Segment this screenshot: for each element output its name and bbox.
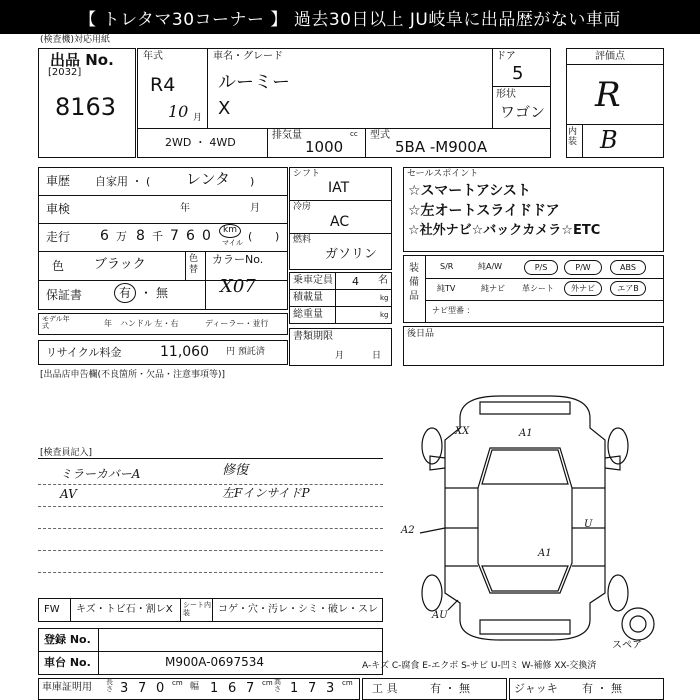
damage-mark-xx: XX — [455, 426, 470, 437]
model-year-dealer: ディーラー・並行 — [205, 319, 269, 328]
length-digit-1: 3 — [120, 681, 129, 696]
navi-model-label: ナビ型番 ： — [432, 306, 475, 315]
mileage-unit-man: 万 — [116, 230, 127, 243]
color-code-label: カラーNo. — [212, 253, 264, 266]
chassis-label: 車台 No. — [44, 656, 91, 669]
equip-airbag-pill: エアB — [610, 281, 646, 296]
sales-point-2: ☆左オートスライドドア — [408, 203, 560, 219]
model-year-label: モデル年式 — [42, 315, 70, 330]
weight-unit: kg — [380, 311, 389, 319]
year-label: 年式 — [143, 51, 163, 62]
warranty-yes: 有 — [119, 286, 132, 300]
weight-label: 総重量 — [293, 309, 323, 320]
seat-label: シート内装 — [183, 601, 211, 618]
height-digit-2: 7 — [308, 681, 317, 696]
seller-notes-label: [出品店申告欄(不良箇所・欠品・注意事項等)] — [40, 370, 226, 380]
deadline-month: 月 — [335, 351, 345, 361]
after-date-label: 後日品 — [407, 329, 435, 339]
width-digit-1: 1 — [210, 681, 219, 696]
mileage-unit-sen: 千 — [152, 230, 163, 243]
inspector-note-inside-panel: 左FインサイドP — [222, 486, 310, 500]
fw-text: キズ・トビ石・割レX — [76, 604, 173, 615]
equip-leather: 革シート — [522, 284, 554, 293]
deadline-day: 日 — [372, 351, 382, 361]
name-label: 車名・グレード — [213, 51, 283, 62]
equip-abs-pill: ABS — [610, 260, 646, 275]
length-digit-2: 7 — [138, 681, 147, 696]
sales-point-3: ☆社外ナビ☆バックカメラ☆ETC — [408, 223, 601, 238]
lot-small-code: [2032] — [48, 67, 82, 78]
form-subtitle: (検査機)対応用紙 — [40, 35, 111, 45]
lot-label: 出品 No. — [50, 51, 114, 69]
month-unit: 月 — [193, 113, 203, 123]
drive-options: 2WD ・ 4WD — [165, 136, 236, 149]
model-value: 5BA -M900A — [395, 138, 488, 156]
aircon-value: AC — [330, 214, 350, 230]
length-digit-3: 0 — [156, 681, 165, 696]
damage-legend: A-キズ C-腐食 E-エクボ S-サビ U-凹ミ W-補修 XX-交換済 — [362, 661, 597, 671]
damage-mark-u: U — [584, 519, 593, 530]
height-unit: cm — [342, 679, 353, 687]
height-digit-3: 3 — [326, 681, 335, 696]
inspection-month: 月 — [250, 203, 260, 214]
doors-value: 5 — [512, 63, 524, 84]
inspector-note-repair: 修復 — [222, 463, 249, 478]
shift-label: シフト — [293, 169, 321, 179]
load-unit: kg — [380, 294, 389, 302]
equip-tv: 純TV — [437, 284, 456, 293]
year-era: R4 — [150, 74, 176, 96]
mileage-digit-3: 7 — [170, 228, 179, 244]
spare-label: スペア — [612, 640, 642, 651]
equip-ext-navi-pill: 外ナビ — [564, 281, 602, 296]
equip-pw-pill: P/W — [564, 260, 602, 275]
body-type-value: ワゴン — [500, 103, 546, 121]
inspector-note-av: AV — [60, 487, 77, 501]
equip-alloy-wheel: 純A/W — [478, 262, 503, 271]
score-label: 評価点 — [595, 51, 625, 62]
mileage-unit-km: km — [223, 225, 237, 235]
tools-options: 有 ・ 無 — [430, 682, 470, 695]
mileage-digit-2: 8 — [136, 228, 145, 244]
history-label: 車歴 — [46, 174, 71, 188]
jack-options: 有 ・ 無 — [582, 682, 622, 695]
capacity-value: 4 — [352, 275, 359, 288]
sales-points-label: セールスポイント — [407, 169, 479, 179]
seat-text: コゲ・穴・汚レ・シミ・破レ・スレ — [218, 604, 378, 615]
displacement-label: 排気量 — [272, 130, 302, 141]
color-swap-label: 色替 — [189, 254, 199, 275]
damage-mark-a1-front: A1 — [519, 428, 533, 439]
width-label: 幅 — [190, 682, 200, 692]
interior-value: B — [600, 126, 618, 154]
mileage-paren-open: ( — [248, 230, 253, 243]
car-name: ルーミー — [218, 72, 290, 93]
model-year-handle: ハンドル 左・右 — [120, 319, 179, 328]
mileage-paren-close: ) — [275, 230, 280, 243]
mileage-digit-5: 0 — [202, 228, 211, 244]
warranty-no: 無 — [156, 286, 169, 300]
load-label: 積載量 — [293, 292, 323, 303]
score-value: R — [595, 75, 621, 115]
width-digit-2: 6 — [228, 681, 237, 696]
length-unit: cm — [172, 679, 183, 687]
warranty-dot: ・ — [140, 286, 153, 300]
capacity-unit: 名 — [378, 275, 388, 286]
length-label: 長さ — [106, 678, 113, 693]
height-label: 高さ — [274, 678, 281, 693]
damage-mark-a1-rear: A1 — [538, 548, 552, 559]
model-year-year: 年 — [104, 319, 112, 328]
inspection-label: 車検 — [46, 202, 71, 216]
year-month: 10 — [168, 102, 189, 121]
history-close: ) — [250, 175, 255, 188]
page-banner: 【 トレタマ30コーナー 】 過去30日以上 JU岐阜に出品歴がない車両 — [0, 0, 700, 34]
cc-unit: cc — [350, 130, 358, 138]
fuel-value: ガソリン — [325, 247, 378, 262]
inspector-label: [検査員記入] — [40, 448, 93, 458]
recycle-unit: 円 預託済 — [226, 347, 265, 357]
history-value: レンタ — [186, 170, 231, 188]
equip-navi: 純ナビ — [481, 284, 505, 293]
shift-value: IAT — [328, 180, 350, 196]
equip-ps-pill: P/S — [524, 260, 558, 275]
certificate-label: 車庫証明用 — [42, 682, 92, 693]
damage-mark-au: AU — [432, 610, 448, 621]
width-digit-3: 7 — [246, 681, 255, 696]
tools-label: 工 具 — [372, 682, 398, 695]
model-label: 型式 — [370, 130, 390, 141]
equipment-label: 装備品 — [409, 263, 419, 302]
inspection-year: 年 — [180, 203, 190, 214]
capacity-label: 乗車定員 — [293, 275, 333, 286]
car-grade: X — [218, 98, 231, 119]
warranty-label: 保証書 — [46, 288, 83, 302]
width-unit: cm — [262, 679, 273, 687]
color-label: 色 — [52, 259, 65, 273]
body-type-label: 形状 — [496, 89, 516, 100]
displacement-value: 1000 — [305, 138, 344, 156]
color-value: ブラック — [94, 257, 146, 272]
sales-point-1: ☆スマートアシスト — [408, 183, 531, 199]
fw-label: FW — [44, 604, 60, 615]
lot-number: 8163 — [55, 93, 117, 121]
jack-label: ジャッキ — [514, 682, 558, 695]
mileage-digit-1: 6 — [100, 228, 109, 244]
height-digit-1: 1 — [290, 681, 299, 696]
chassis-value: M900A-0697534 — [165, 655, 264, 669]
equip-sr: S/R — [440, 262, 454, 271]
color-code-value: X07 — [220, 276, 256, 297]
fuel-label: 燃料 — [293, 235, 312, 245]
mileage-digit-4: 6 — [186, 228, 195, 244]
recycle-label: リサイクル料金 — [46, 346, 122, 359]
mileage-label: 走行 — [46, 230, 71, 244]
damage-mark-a2: A2 — [401, 525, 415, 536]
after-date-box — [403, 326, 664, 366]
inspector-note-mirror: ミラーカバーA — [60, 467, 141, 481]
mileage-unit-mile: マイル — [222, 239, 243, 247]
doors-label: ドア — [496, 51, 516, 62]
interior-label: 内装 — [568, 127, 578, 147]
aircon-label: 冷房 — [293, 202, 312, 212]
history-options: 自家用 ・ ( — [95, 175, 151, 188]
registration-label: 登録 No. — [44, 633, 91, 646]
deadline-label: 書類期限 — [293, 331, 333, 342]
recycle-value: 11,060 — [160, 344, 209, 360]
